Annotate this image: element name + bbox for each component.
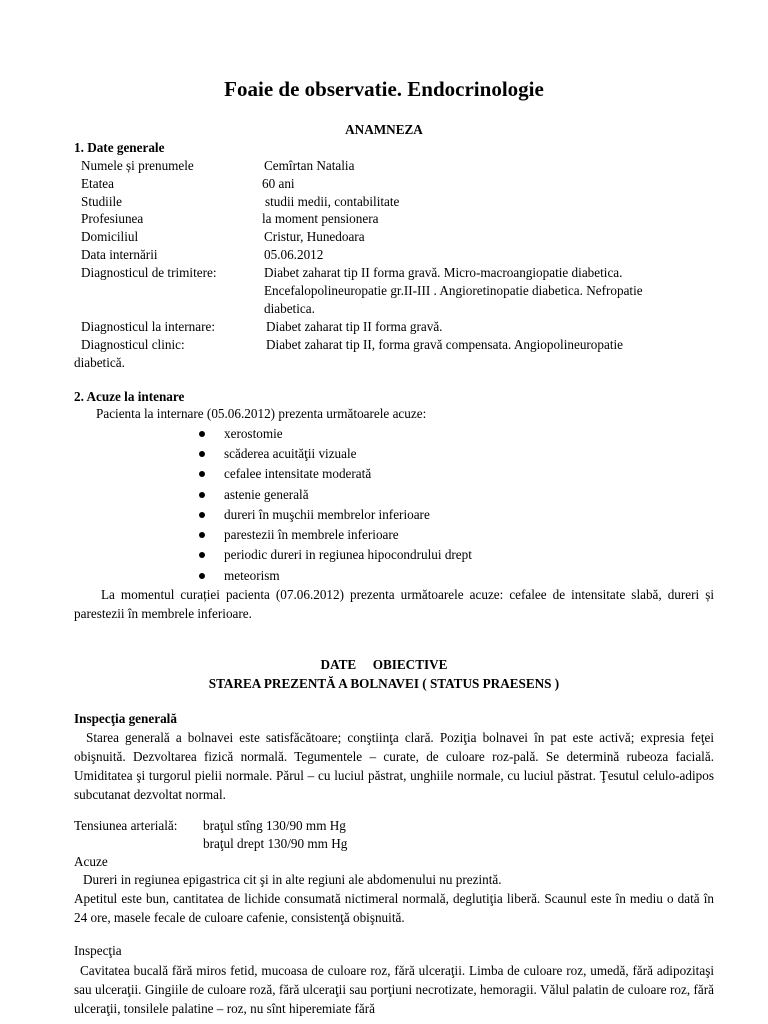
inspectia-label: Inspecţia [74,943,122,958]
inspectie-generala-heading: Inspecţia generală [74,711,177,726]
acuze-list-item: scăderea acuităţii vizuale [224,446,357,461]
acuze-curatie-paragraph: La momentul curației pacienta (07.06.2012) prezenta următoarele acuze: cefalee de intensitate slabă, dureri și parestezii în membrele inferioare. [74,587,714,621]
apetit-paragraph: Apetitul este bun, cantitatea de lichide consumată nictimeral normală, deglutiţia liberă. Scaunul este în mediu o dată în 24 ore, masele fecale de culoare cafenie, consistenţă obişnuită. [74,891,714,925]
acuze-sub-label: Acuze [74,854,108,869]
anamneza-heading: ANAMNEZA [345,122,423,137]
date-generale-heading: 1. Date generale [74,140,165,155]
field-value: studii medii, contabilitate [265,194,400,209]
field-label: Etatea [81,176,114,191]
ta-label: Tensiunea arterială: [74,818,178,833]
inspectia-paragraph: Cavitatea bucală fără miros fetid, mucoasa de culoare roz, fără ulceraţii. Limba de culoare roz, umedă, fără adipozitaşi sau ulceraţii. Gingiile de culoare roză, fără ulceraţii sau porţiuni necrotizate, hemoragii. Vălul palatin de culoare roz, fără ulceraţii, tonsilele palatine – roz, nu sînt hiperemiate fără [74,963,714,1016]
field-value: 05.06.2012 [264,247,324,262]
diag-trimitere-line: Diabet zaharat tip II forma gravă. Micro-macroangiopatie diabetica. [264,265,623,280]
acuze-heading: 2. Acuze la intenare [74,389,185,404]
field-value: Cemîrtan Natalia [264,158,355,173]
date-obiective-heading: DATE OBIECTIVE [320,657,448,672]
document-title: Foaie de observatie. Endocrinologie [224,77,544,101]
acuze-list-item: meteorism [224,568,280,583]
diag-internare-value: Diabet zaharat tip II forma gravă. [266,319,443,334]
field-label: Profesiunea [81,211,144,226]
diag-clinic-cont: diabetică. [74,355,125,370]
field-value: Cristur, Hunedoara [264,229,365,244]
diag-clinic-label: Diagnosticul clinic: [81,337,185,352]
acuze-line: Dureri in regiunea epigastrica cit şi in alte regiuni ale abdomenului nu prezintă. [83,872,502,887]
diag-internare-label: Diagnosticul la internare: [81,319,216,334]
diag-trimitere-line: diabetica. [264,301,315,316]
diag-trimitere-label: Diagnosticul de trimitere: [81,265,217,280]
field-value: 60 ani [262,176,295,191]
acuze-intro: Pacienta la internare (05.06.2012) prezenta următoarele acuze: [96,406,427,421]
acuze-list-item: periodic dureri in regiunea hipocondrului drept [224,547,472,562]
ta-left-arm: braţul stîng 130/90 mm Hg [203,818,346,833]
status-praesens-heading: STAREA PREZENTĂ A BOLNAVEI ( STATUS PRAESENS ) [208,676,560,691]
acuze-list-item: cefalee intensitate moderată [224,466,372,481]
field-label: Domiciliul [81,229,139,244]
field-value: la moment pensionera [262,211,379,226]
inspectie-generala-paragraph: Starea generală a bolnavei este satisfăcătoare; conştiinţa clară. Poziţia bolnavei în pat este activă; expresia feţei obişnuită. Dezvoltarea fizică normală. Tegumentele – curate, de culoare roz-pală. Se determină rubeoza facială. Umiditatea şi turgorul pielii normale. Părul – cu luciul păstrat, unghiile normale, cu luciul păstrat. Ţesutul celulo-adipos subcutanat dezvoltat normal. [74,730,714,802]
field-label: Data internării [81,247,158,262]
diag-clinic-value: Diabet zaharat tip II, forma gravă compensata. Angiopolineuropatie [266,337,624,352]
acuze-list-item: xerostomie [224,426,283,441]
diag-trimitere-line: Encefalopolineuropatie gr.II-III . Angioretinopatie diabetica. Nefropatie [264,283,643,298]
field-label: Studiile [81,194,123,209]
acuze-list-item: astenie generală [224,487,309,502]
ta-right-arm: braţul drept 130/90 mm Hg [203,836,348,851]
field-label: Numele și prenumele [81,158,194,173]
acuze-list-item: parestezii în membrele inferioare [224,527,399,542]
acuze-list-item: dureri în muşchii membrelor inferioare [224,507,430,522]
